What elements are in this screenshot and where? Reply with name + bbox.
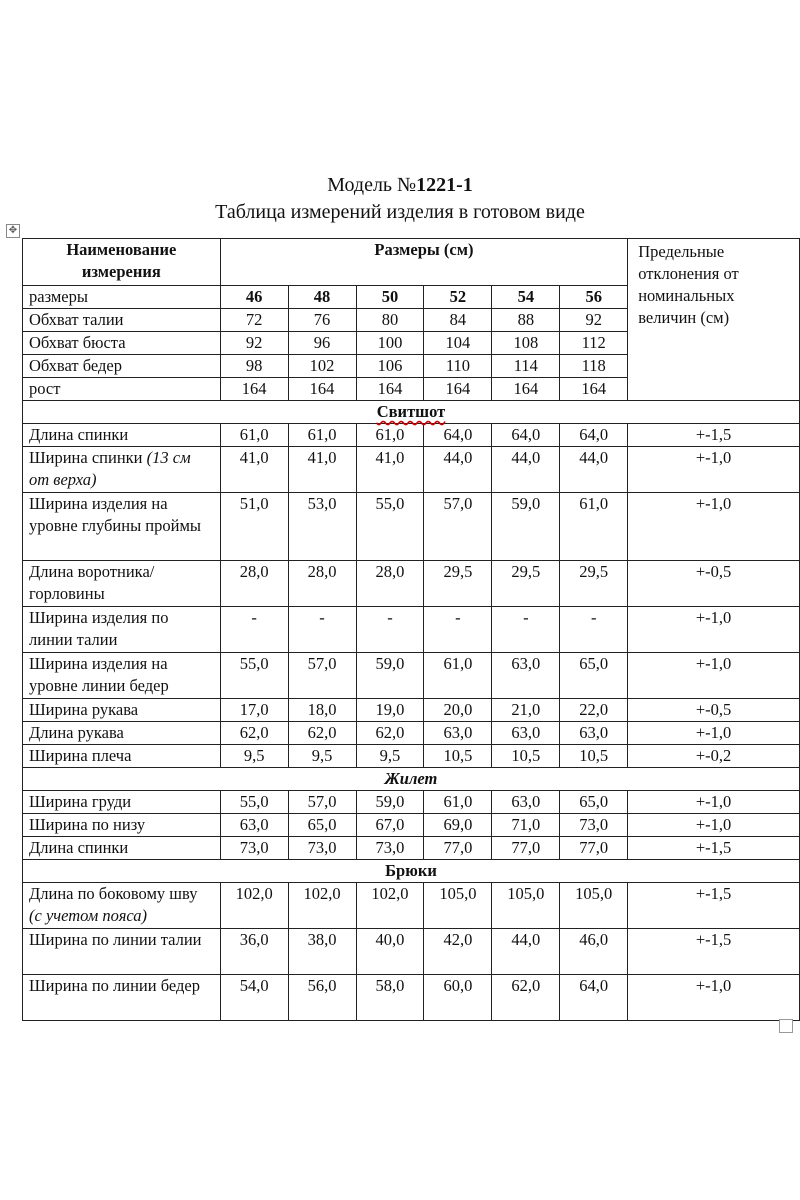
table-move-handle-icon[interactable]: ✥	[6, 224, 20, 238]
value-cell: 63,0	[492, 653, 560, 699]
value-cell: 29,5	[560, 561, 628, 607]
tolerance-cell: +-1,5	[628, 837, 800, 860]
value-cell: 18,0	[288, 699, 356, 722]
measurement-row	[23, 493, 800, 561]
value-cell: 63,0	[424, 722, 492, 745]
value-cell: 69,0	[424, 814, 492, 837]
value-cell: 73,0	[220, 837, 288, 860]
row-label-text: Длина по боковому шву	[29, 884, 198, 903]
measurement-row	[23, 722, 800, 745]
value-cell: 98	[220, 355, 288, 378]
value-cell: 9,5	[356, 745, 424, 768]
measurement-row	[23, 424, 800, 447]
section-title-text: Брюки	[385, 861, 437, 880]
value-cell: 62,0	[492, 975, 560, 1021]
value-cell: 55,0	[220, 791, 288, 814]
tolerance-cell: +-1,0	[628, 722, 800, 745]
tolerance-cell: +-1,0	[628, 814, 800, 837]
section-header-row	[23, 860, 800, 883]
model-label: Модель №	[327, 174, 417, 196]
size-cell: 52	[424, 286, 492, 309]
model-title	[0, 174, 800, 197]
header-sizes-cell: Размеры (см)	[220, 239, 628, 286]
value-cell: 62,0	[356, 722, 424, 745]
value-cell: 9,5	[288, 745, 356, 768]
value-cell: 106	[356, 355, 424, 378]
value-cell: 92	[560, 309, 628, 332]
value-cell: 76	[288, 309, 356, 332]
value-cell: 65,0	[560, 791, 628, 814]
row-label-text: Ширина спинки	[29, 448, 147, 467]
value-cell: 164	[560, 378, 628, 401]
value-cell: 102,0	[288, 883, 356, 929]
size-cell: 56	[560, 286, 628, 309]
value-cell: 164	[356, 378, 424, 401]
row-label-text: Длина рукава	[29, 723, 124, 742]
value-cell: 64,0	[560, 424, 628, 447]
value-cell: 108	[492, 332, 560, 355]
header-row	[23, 239, 800, 286]
value-cell: 44,0	[424, 447, 492, 493]
value-cell: 36,0	[220, 929, 288, 975]
measurement-row	[23, 653, 800, 699]
value-cell: 63,0	[492, 722, 560, 745]
header-name-cell: Наименование измерения	[23, 239, 221, 286]
value-cell: 55,0	[220, 653, 288, 699]
value-cell: 92	[220, 332, 288, 355]
value-cell: 63,0	[560, 722, 628, 745]
value-cell: 61,0	[424, 653, 492, 699]
size-cell: 54	[492, 286, 560, 309]
value-cell: 10,5	[560, 745, 628, 768]
row-label: Обхват талии	[23, 309, 221, 332]
value-cell: 77,0	[560, 837, 628, 860]
row-label-text: Ширина груди	[29, 792, 132, 811]
value-cell: 41,0	[356, 447, 424, 493]
value-cell: 61,0	[424, 791, 492, 814]
value-cell: 164	[492, 378, 560, 401]
row-label	[23, 561, 221, 607]
section-header-row	[23, 768, 800, 791]
value-cell: 164	[288, 378, 356, 401]
value-cell: 105,0	[424, 883, 492, 929]
row-label	[23, 814, 221, 837]
tolerance-cell: +-0,5	[628, 699, 800, 722]
section-title-trousers	[23, 860, 800, 883]
row-label	[23, 745, 221, 768]
value-cell: 10,5	[492, 745, 560, 768]
table-subtitle: Таблица измерений изделия в готовом виде	[215, 201, 585, 223]
value-cell: 64,0	[560, 975, 628, 1021]
header-tolerance-cell: Предельные отклонения от номинальных величин (см)	[628, 239, 800, 401]
tolerance-cell: +-0,5	[628, 561, 800, 607]
section-title-vest	[23, 768, 800, 791]
value-cell: 105,0	[492, 883, 560, 929]
row-label: рост	[23, 378, 221, 401]
measurement-row	[23, 814, 800, 837]
value-cell: 58,0	[356, 975, 424, 1021]
tolerance-cell: +-1,0	[628, 653, 800, 699]
value-cell: 73,0	[288, 837, 356, 860]
value-cell: 28,0	[220, 561, 288, 607]
value-cell: -	[560, 607, 628, 653]
row-label	[23, 653, 221, 699]
section-title-sweatshirt	[23, 401, 800, 424]
tolerance-cell: +-1,0	[628, 791, 800, 814]
value-cell: 42,0	[424, 929, 492, 975]
measurement-row	[23, 837, 800, 860]
value-cell: 105,0	[560, 883, 628, 929]
tolerance-cell: +-1,0	[628, 447, 800, 493]
measurement-row	[23, 607, 800, 653]
value-cell: 9,5	[220, 745, 288, 768]
row-label	[23, 975, 221, 1021]
tolerance-cell: +-1,5	[628, 929, 800, 975]
value-cell: 61,0	[356, 424, 424, 447]
value-cell: 67,0	[356, 814, 424, 837]
value-cell: -	[356, 607, 424, 653]
value-cell: 100	[356, 332, 424, 355]
value-cell: 38,0	[288, 929, 356, 975]
value-cell: 28,0	[356, 561, 424, 607]
value-cell: 57,0	[288, 653, 356, 699]
row-label-text: Длина воротника/горловины	[29, 562, 155, 603]
value-cell: 164	[424, 378, 492, 401]
value-cell: 29,5	[492, 561, 560, 607]
value-cell: 102,0	[220, 883, 288, 929]
value-cell: 44,0	[492, 929, 560, 975]
row-label-text: Ширина плеча	[29, 746, 132, 765]
value-cell: 77,0	[492, 837, 560, 860]
section-header-row	[23, 401, 800, 424]
value-cell: 64,0	[424, 424, 492, 447]
value-cell: 53,0	[288, 493, 356, 561]
measurements-table	[22, 238, 800, 1021]
measurement-row	[23, 561, 800, 607]
value-cell: 59,0	[356, 791, 424, 814]
value-cell: 29,5	[424, 561, 492, 607]
row-label-text: Ширина по линии бедер	[29, 976, 200, 995]
section-title-text: Свитшот	[376, 402, 446, 421]
value-cell: 57,0	[424, 493, 492, 561]
value-cell: 60,0	[424, 975, 492, 1021]
table-resize-handle[interactable]	[779, 1019, 793, 1033]
value-cell: 164	[220, 378, 288, 401]
value-cell: -	[288, 607, 356, 653]
value-cell: 64,0	[492, 424, 560, 447]
value-cell: 19,0	[356, 699, 424, 722]
row-label	[23, 607, 221, 653]
value-cell: 46,0	[560, 929, 628, 975]
row-label	[23, 929, 221, 975]
value-cell: 22,0	[560, 699, 628, 722]
value-cell: 65,0	[560, 653, 628, 699]
row-label-text: Ширина по линии талии	[29, 930, 202, 949]
size-cell: 50	[356, 286, 424, 309]
row-label	[23, 447, 221, 493]
row-label-text: Ширина изделия по линии талии	[29, 608, 169, 649]
row-label	[23, 837, 221, 860]
value-cell: 77,0	[424, 837, 492, 860]
row-label	[23, 722, 221, 745]
measurement-row	[23, 883, 800, 929]
value-cell: 63,0	[220, 814, 288, 837]
tolerance-cell: +-1,0	[628, 493, 800, 561]
value-cell: 28,0	[288, 561, 356, 607]
value-cell: 61,0	[560, 493, 628, 561]
row-label	[23, 424, 221, 447]
section-title-text: Жилет	[384, 769, 438, 788]
value-cell: 118	[560, 355, 628, 378]
value-cell: 20,0	[424, 699, 492, 722]
value-cell: 62,0	[288, 722, 356, 745]
row-label-note: (13 см от верха)	[29, 448, 191, 489]
value-cell: 102	[288, 355, 356, 378]
size-cell: 46	[220, 286, 288, 309]
value-cell: 84	[424, 309, 492, 332]
value-cell: 104	[424, 332, 492, 355]
value-cell: 110	[424, 355, 492, 378]
value-cell: 112	[560, 332, 628, 355]
row-label-text: Ширина по низу	[29, 815, 146, 834]
value-cell: 10,5	[424, 745, 492, 768]
value-cell: -	[492, 607, 560, 653]
value-cell: 21,0	[492, 699, 560, 722]
row-label-note: (с учетом пояса)	[29, 906, 148, 925]
value-cell: 63,0	[492, 791, 560, 814]
value-cell: 40,0	[356, 929, 424, 975]
row-label	[23, 883, 221, 929]
measurement-row	[23, 929, 800, 975]
size-row-label: размеры	[23, 286, 221, 309]
row-label-text: Ширина изделия на уровне линии бедер	[29, 654, 169, 695]
measurement-row	[23, 791, 800, 814]
value-cell: 51,0	[220, 493, 288, 561]
measurement-row	[23, 699, 800, 722]
tolerance-cell: +-1,5	[628, 883, 800, 929]
size-cell: 48	[288, 286, 356, 309]
row-label	[23, 699, 221, 722]
measurement-row	[23, 975, 800, 1021]
value-cell: 88	[492, 309, 560, 332]
value-cell: 62,0	[220, 722, 288, 745]
value-cell: 41,0	[220, 447, 288, 493]
value-cell: 72	[220, 309, 288, 332]
value-cell: -	[220, 607, 288, 653]
value-cell: 80	[356, 309, 424, 332]
row-label-text: Длина спинки	[29, 838, 129, 857]
row-label: Обхват бюста	[23, 332, 221, 355]
value-cell: 55,0	[356, 493, 424, 561]
row-label-text: Ширина изделия на уровне глубины проймы	[29, 494, 201, 535]
value-cell: 56,0	[288, 975, 356, 1021]
row-label-text: Длина спинки	[29, 425, 129, 444]
value-cell: 73,0	[560, 814, 628, 837]
value-cell: 44,0	[492, 447, 560, 493]
value-cell: 61,0	[288, 424, 356, 447]
value-cell: 102,0	[356, 883, 424, 929]
value-cell: 59,0	[356, 653, 424, 699]
row-label	[23, 493, 221, 561]
value-cell: -	[424, 607, 492, 653]
row-label: Обхват бедер	[23, 355, 221, 378]
value-cell: 57,0	[288, 791, 356, 814]
model-number: 1221-1	[416, 174, 473, 196]
tolerance-cell: +-0,2	[628, 745, 800, 768]
value-cell: 73,0	[356, 837, 424, 860]
value-cell: 61,0	[220, 424, 288, 447]
measurement-row	[23, 745, 800, 768]
value-cell: 114	[492, 355, 560, 378]
value-cell: 17,0	[220, 699, 288, 722]
row-label-text: Ширина рукава	[29, 700, 139, 719]
tolerance-cell: +-1,0	[628, 975, 800, 1021]
value-cell: 44,0	[560, 447, 628, 493]
value-cell: 41,0	[288, 447, 356, 493]
value-cell: 59,0	[492, 493, 560, 561]
measurement-row	[23, 447, 800, 493]
value-cell: 65,0	[288, 814, 356, 837]
value-cell: 96	[288, 332, 356, 355]
row-label	[23, 791, 221, 814]
tolerance-cell: +-1,0	[628, 607, 800, 653]
value-cell: 71,0	[492, 814, 560, 837]
value-cell: 54,0	[220, 975, 288, 1021]
tolerance-cell: +-1,5	[628, 424, 800, 447]
